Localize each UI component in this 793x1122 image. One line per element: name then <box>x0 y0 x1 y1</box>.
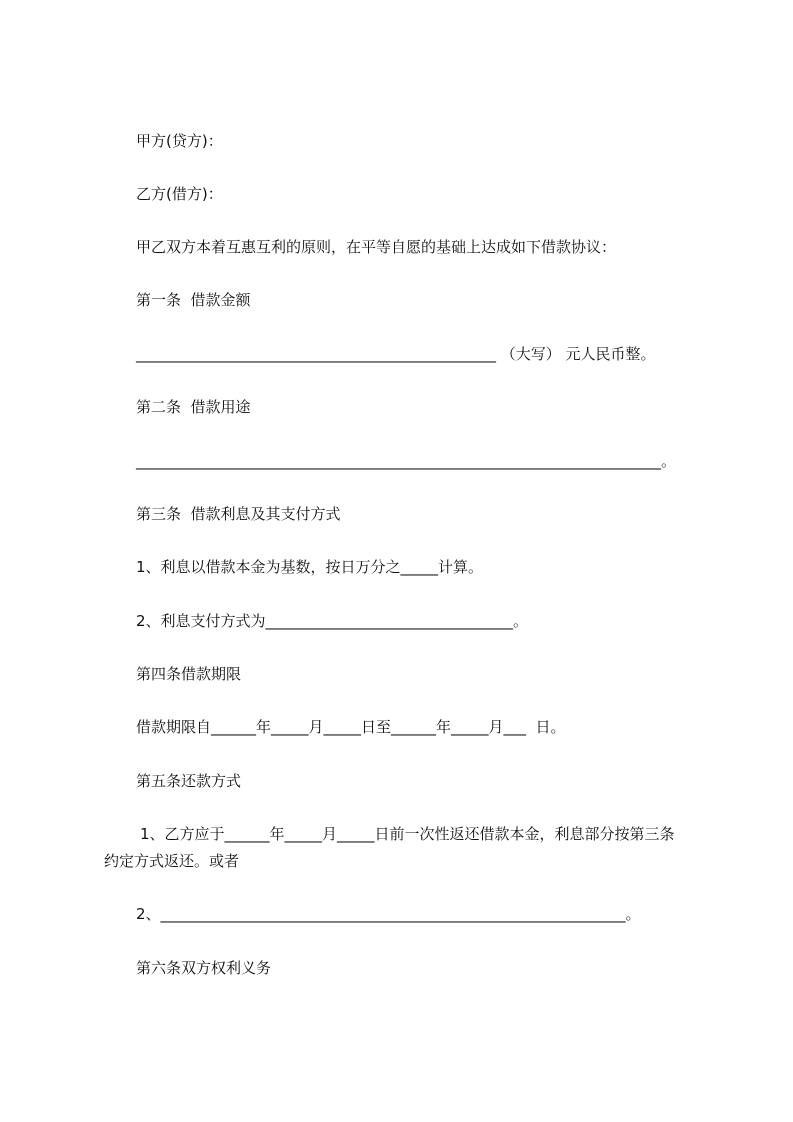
article-3-item-1: 1、利息以借款本金为基数，按日万分之_____计算。 <box>136 558 484 576</box>
article-4-body: 借款期限自______年_____月_____日至______年_____月___ 日。 <box>136 718 566 736</box>
article-1-title: 第一条 借款金额 <box>136 291 251 309</box>
article-5-item-1-line-2: 约定方式返还。或者 <box>104 852 240 870</box>
article-3-title: 第三条 借款利息及其支付方式 <box>136 505 341 523</box>
article-4-title: 第四条借款期限 <box>136 665 242 683</box>
preamble-text: 甲乙双方本着互惠互利的原则，在平等自愿的基础上达成如下借款协议： <box>136 238 617 256</box>
party-b-label: 乙方(借方)： <box>136 185 223 203</box>
article-5-item-2: 2、______________________________________________________________。 <box>136 905 641 923</box>
party-a-label: 甲方(贷方)： <box>136 132 223 150</box>
article-2-title: 第二条 借款用途 <box>136 398 251 416</box>
article-3-item-2: 2、利息支付方式为_________________________________。 <box>136 612 529 630</box>
article-6-title: 第六条双方权利义务 <box>136 959 272 977</box>
article-5-item-1-line-1: 1、乙方应于______年_____月_____日前一次性返还借款本金，利息部分按第三条 <box>140 825 675 843</box>
article-1-body: ________________________________________________ （大写） 元人民币整。 <box>136 345 656 363</box>
article-2-body: ______________________________________________________________________。 <box>136 452 677 470</box>
article-5-title: 第五条还款方式 <box>136 772 242 790</box>
